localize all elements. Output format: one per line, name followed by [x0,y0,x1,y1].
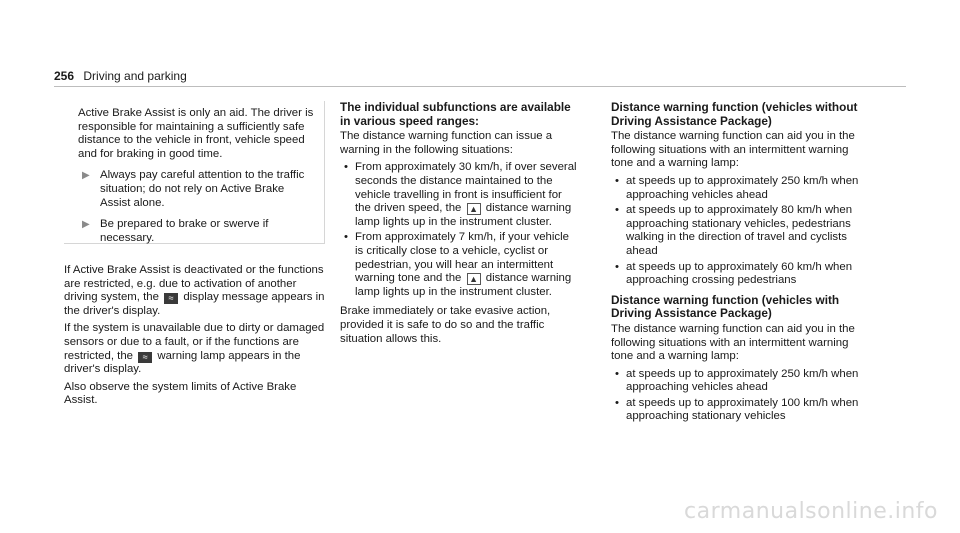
paragraph: The distance warning function can aid you in the following situations with an intermittent warning tone and a warning lamp: [611,322,855,363]
paragraph: The distance warning function can issue a warning in the following situations: [340,130,553,156]
text: warning lamp appears in the driver's display. [64,349,301,376]
brake-assist-off-icon: ≈ [164,293,178,304]
page-header [54,70,187,84]
section-title: Driving and parking [83,69,187,83]
brake-assist-warning-icon: ≈ [138,352,152,363]
paragraph [64,322,326,376]
heading: Distance warning function (vehicles without Driving Assistance Package) [611,100,858,128]
page-number: 256 [54,69,75,83]
list-item: • at speeds up to approximately 100 km/h when approaching stationary vehicles [611,397,861,424]
list-item [340,161,580,229]
watermark: carmanualsonline.info [684,499,938,525]
note-item-text: Be prepared to brake or swerve if necessary. [100,218,269,244]
list-item: • at speeds up to approximately 250 km/h when approaching vehicles ahead [611,368,861,395]
text: distance warning lamp lights up in the instrument cluster. [355,272,572,298]
paragraph [64,264,326,318]
list-item [340,231,580,299]
column-2 [340,101,580,350]
note-box [64,101,325,244]
heading: Distance warning function (vehicles with Driving Assistance Package) [611,292,840,321]
arrow-icon: ▶ [82,219,90,231]
distance-warning-icon: ▲ [467,203,481,215]
paragraph: Also observe the system limits of Active Brake Assist. [64,380,297,407]
arrow-icon: ▶ [82,170,90,182]
bullet-list [611,368,861,424]
paragraph: The distance warning function can aid you in the following situations with an intermittent warning tone and a warning lamp: [611,130,855,170]
list-item: • at speeds up to approximately 80 km/h when approaching stationary vehicles, pedestrians walking in the direction of travel and cyclists ahead [611,204,861,258]
bullet-list [340,161,580,299]
text: From approximately 30 km/h, if over several seconds the distance maintained to the vehicle travelling in front is insufficient for the driven speed, the [355,161,577,215]
heading: The individual subfunctions are available in various speed ranges: [340,100,571,128]
text: distance warning lamp lights up in the instrument cluster. [355,202,572,228]
note-text: Active Brake Assist is only an aid. The driver is responsible for maintaining a sufficiently safe distance to the vehicle in front, vehicle speed and for braking in good time. [78,107,314,160]
note-item [78,218,324,245]
header-divider [54,86,906,87]
paragraph: Brake immediately or take evasive action, provided it is safe to do so and the traffic situation allows this. [340,305,551,345]
bullet-list [611,175,861,288]
text: If the system is unavailable due to dirty or damaged sensors or due to a fault, or if the functions are restricted, the [64,322,325,362]
column-3 [611,101,861,430]
list-item: • at speeds up to approximately 60 km/h when approaching crossing pedestrians [611,261,861,288]
text: If Active Brake Assist is deactivated or the functions are restricted, e.g. due to activation of another driving system, the [64,264,324,304]
column-1-body [64,264,326,412]
text: display message appears in the driver's display. [64,291,325,317]
distance-warning-icon: ▲ [467,273,481,285]
list-item: • at speeds up to approximately 250 km/h when approaching vehicles ahead [611,175,861,202]
note-item [78,169,324,210]
text: From approximately 7 km/h, if your vehicle is critically close to a vehicle, cyclist or pedestrian, you will hear an intermittent warning tone and the [355,231,569,285]
note-item-text: Always pay careful attention to the traffic situation; do not rely on Active Brake Assist alone. [100,169,305,209]
